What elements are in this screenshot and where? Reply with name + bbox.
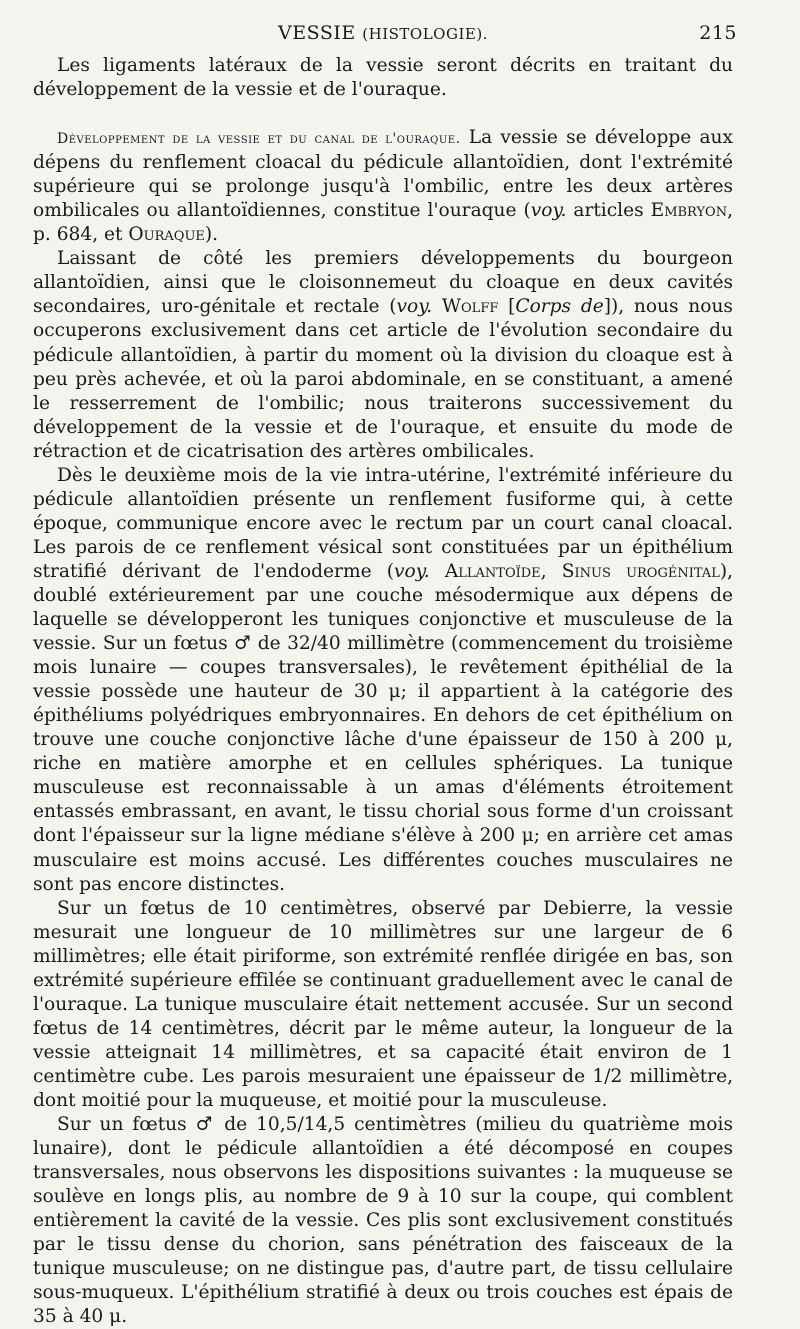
page-number: 215 (699, 22, 737, 44)
paragraph-6: Sur un fœtus ♂ de 10,5/14,5 centimètres (milieu du quatrième mois lunaire), dont le pédicule allantoïdien a été décomposé en coupes transversales, nous observons les dispositions suivantes : la muqueuse se soulève en longs plis, au nombre de 9 à 10 sur la coupe, qui comblent entièrement la cavité de la vessie. Ces plis sont exclusivement constitués par le tissu dense du chorion, sans pénétration des faisceaux de la tunique musculeuse; on ne distingue pas, d'autre part, de tissu cellulaire sous-muqueux. L'épithélium stratifié à deux ou trois couches est épais de 35 à 40 μ. (33, 1114, 733, 1328)
ref-ouraque: Ouraque (128, 224, 205, 246)
header-title: VESSIE (278, 22, 356, 44)
ref-wolff: Wolff (432, 296, 499, 318)
paragraph-2: Développement de la vessie et du canal de l'ouraque. La vessie se développe aux dépens du renflement cloacal du pédicule allantoïdien, dont l'extrémité supérieure qui se prolonge jusqu'à l'ombilic, entre les deux artères ombilicales ou allantoïdiennes, constitue l'ouraque (voy. articles Embryon, p. 684, et Ouraque). (33, 127, 734, 246)
ref-sinus: Sinus urogénital (561, 560, 720, 582)
header-subtitle: (HISTOLOGIE). (362, 25, 488, 43)
running-header (33, 22, 737, 54)
section-heading: Développement de la vessie et du canal de l'ouraque. (57, 131, 461, 148)
section-gap (33, 102, 733, 126)
page (33, 22, 737, 1329)
ref-allantoide: Allantoïde (429, 560, 541, 582)
paragraph-5: Sur un fœtus de 10 centimètres, observé par Debierre, la vessie mesurait une longueur de 10 millimètres sur une largeur de 6 millimètres; elle était piriforme, son extrémité renflée dirigée en bas, son extrémité supérieure effilée se continuant graduellement avec le canal de l'ouraque. La tunique musculaire était nettement accusée. Sur un second fœtus de 14 centimètres, décrit par le même auteur, la longueur de la vessie atteignait 14 millimètres, et sa capacité était environ de 1 centimètre cube. Les parois mesuraient une épaisseur de 1/2 millimètre, dont moitié pour la muqueuse, et moitié pour la musculeuse. (33, 897, 733, 1111)
running-title (33, 22, 733, 44)
paragraph-1: Les ligaments latéraux de la vessie seront décrits en traitant du développement de la vessie et de l'ouraque. (33, 55, 733, 101)
paragraph-4: Dès le deuxième mois de la vie intra-utérine, l'extrémité inférieure du pédicule allantoïdien présente un renflement fusiforme qui, à cette époque, communique encore avec le rectum par un court canal cloacal. Les parois de ce renflement vésical sont constituées par un épithélium stratifié dérivant de l'endoderme (voy. Allantoïde, Sinus urogénital), doublé extérieurement par une couche mésodermique aux dépens de laquelle se développeront les tuniques conjonctive et musculeuse de la vessie. Sur un fœtus ♂ de 32/40 millimètre (commencement du troisième mois lunaire — coupes transversales), le revêtement épithélial de la vessie possède une hauteur de 30 μ; il appartient à la catégorie des épithéliums polyédriques embryonnaires. En dehors de cet épithélium on trouve une couche conjonctive lâche d'une épaisseur de 150 à 200 μ, riche en matière amorphe et en cellules sphériques. La tunique musculeuse est reconnaissable à un amas d'éléments étroitement entassés embrassant, en avant, le tissu chorial sous forme d'un croissant dont l'épaisseur sur la ligne médiane s'élève à 200 μ; en arrière cet amas musculaire est moins accusé. Les différentes couches musculaires ne sont pas encore distinctes. (33, 464, 734, 895)
ref-embryon: Embryon (650, 200, 728, 222)
paragraph-3: Laissant de côté les premiers développements du bourgeon allantoïdien, ainsi que le cloisonnemeut du cloaque en deux cavités secondaires, uro-génitale et rectale (voy. Wolff [Corps de]), nous nous occuperons exclusivement dans cet article de l'évolution secondaire du pédicule allantoïdien, à partir du moment où la division du cloaque est à peu près achevée, et où la paroi abdominale, en se constituant, a amené le resserrement de l'ombilic; nous traiterons successivement du développement de la vessie et de l'ouraque, et ensuite du mode de rétraction et de cicatrisation des artères ombilicales. (33, 248, 733, 462)
